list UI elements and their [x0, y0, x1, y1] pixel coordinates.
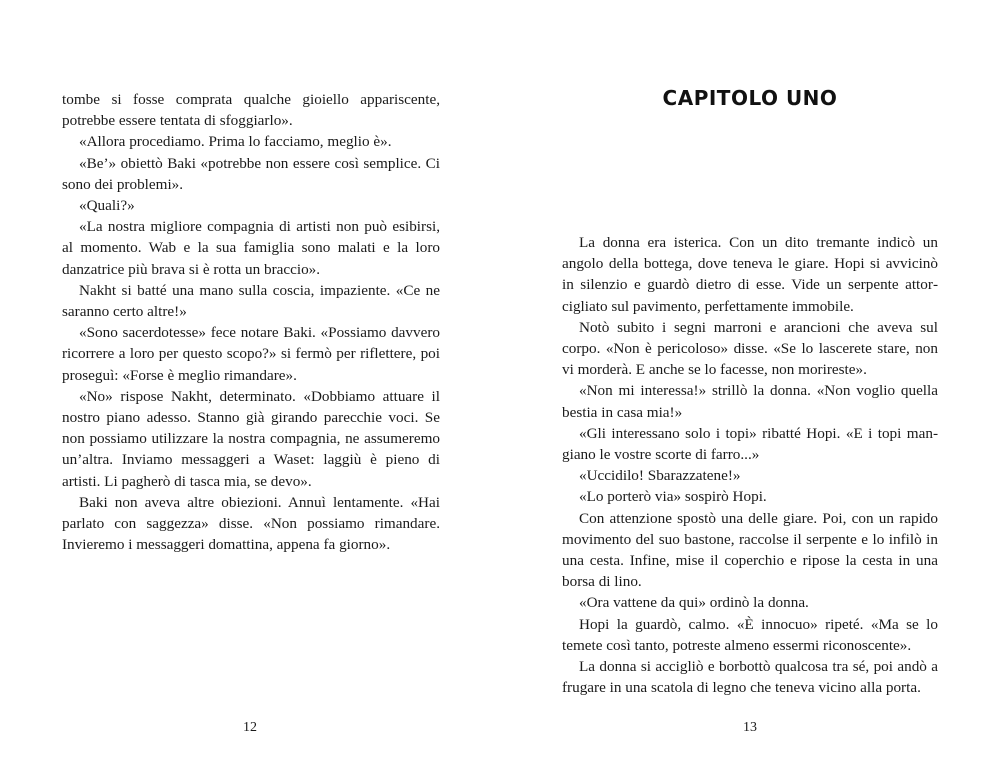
left-page-text	[62, 89, 440, 555]
page-number-left: 12	[243, 720, 257, 735]
paragraph: «Non mi interessa!» strillò la donna. «Non voglio quella bestia in casa mia!»	[562, 382, 938, 421]
right-page	[500, 0, 1000, 766]
paragraph: Con attenzione spostò una delle giare. Poi, con un rapido movimento del suo bastone, raccolse il serpente e lo infilò in una cesta. Infine, mise il coperchio e ripose la cesta in una borsa di lino.	[562, 509, 938, 591]
paragraph: «Quali?»	[79, 197, 135, 215]
paragraph: Baki non aveva altre obiezioni. Annuì lentamente. «Hai parlato con saggezza» disse. «Non possiamo rimandare. Invieremo i messaggeri domattina, appena fa giorno».	[62, 493, 440, 554]
paragraph: Hopi la guardò, calmo. «È innocuo» ripeté. «Ma se lo temete così tanto, potreste almeno essermi riconoscente».	[562, 615, 938, 654]
paragraph: «Uccidilo! Sbarazzatene!»	[579, 467, 741, 485]
paragraph: «Sono sacerdotesse» fece notare Baki. «Possiamo davvero ricorrere a loro per questo scopo?» si fermò per riflettere, poi proseguì: «Forse è meglio rimandare».	[62, 324, 440, 384]
paragraph: «Allora procediamo. Prima lo facciamo, meglio è».	[79, 133, 392, 151]
paragraph: «La nostra migliore compagnia di artisti non può esibirsi, al momento. Wab e la sua famiglia sono malati e la loro danzatrice più brava si è rotta un braccio».	[62, 218, 440, 278]
paragraph: Nakht si batté una mano sulla coscia, impaziente. «Ce ne saranno certo altre!»	[62, 281, 440, 321]
paragraph: La donna era isterica. Con un dito tremante indicò un angolo della bottega, dove teneva le giare. Hopi si avvicinò in silenzio e guardò dietro di esse. Vide un serpente attorcigliato sul pavimento, perfettamente immobile.	[562, 234, 938, 315]
paragraph: «No» rispose Nakht, determinato. «Dobbiamo attuare il nostro piano adesso. Stanno già girando parecchie voci. Se non possiamo utilizzare la nostra compagnia, ne assumeremo un’altra. Inviamo messaggeri a Waset: laggiù è pieno di artisti. Li pagherò di tasca mia, se devo».	[62, 387, 440, 490]
paragraph: Notò subito i segni marroni e arancioni che aveva sul corpo. «Non è pericoloso» disse. «Se lo lascerete stare, non vi morderà. E anche se lo facesse, non morireste».	[562, 318, 938, 379]
paragraph: «Gli interessano solo i topi» ribatté Hopi. «E i topi mangiano le vostre scorte di farro...»	[562, 424, 938, 464]
chapter-title: CAPITOLO UNO	[662, 86, 838, 110]
paragraph: tombe si fosse comprata qualche gioiello appariscente, potrebbe essere tentata di sfoggiarlo».	[62, 91, 440, 130]
paragraph: «Lo porterò via» sospirò Hopi.	[579, 488, 767, 506]
paragraph: «Be’» obiettò Baki «potrebbe non essere così semplice. Ci sono dei problemi».	[62, 154, 440, 193]
paragraph: «Ora vattene da qui» ordinò la donna.	[579, 594, 809, 612]
paragraph: La donna si accigliò e borbottò qualcosa tra sé, poi andò a frugare in una scatola di legno che teneva vicino alla porta.	[562, 658, 938, 697]
right-page-text	[562, 232, 938, 698]
page-number-right: 13	[743, 720, 757, 735]
